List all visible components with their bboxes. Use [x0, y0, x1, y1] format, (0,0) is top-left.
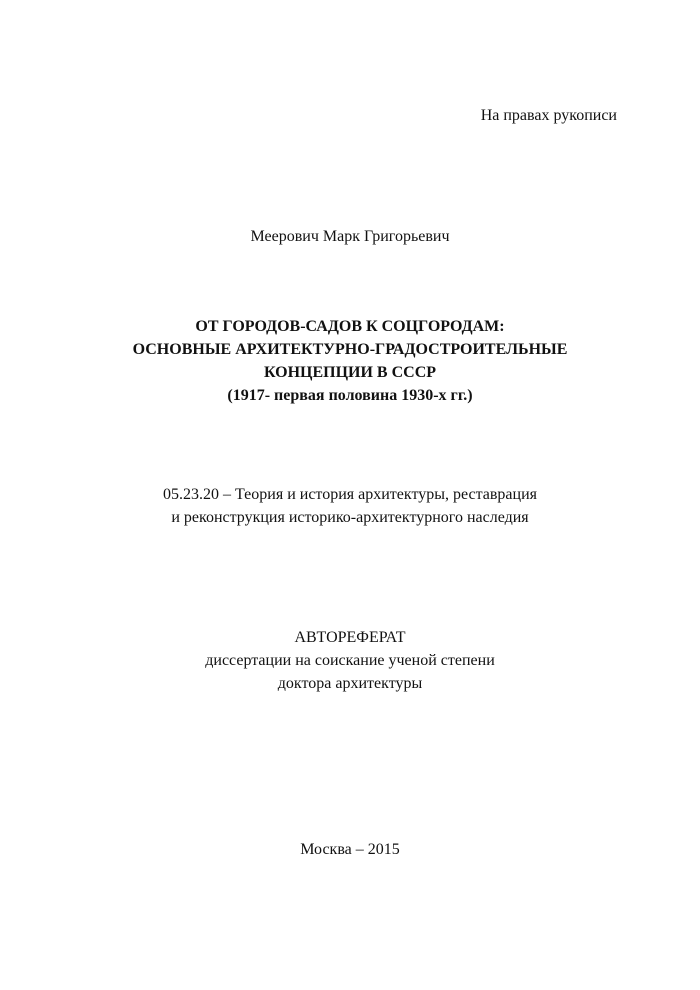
manuscript-rights-note: На правах рукописи [480, 107, 617, 124]
author-name: Меерович Марк Григорьевич [250, 228, 450, 245]
specialty-line-2: и реконструкция историко-архитектурного наследия [171, 509, 529, 526]
place-year: Москва – 2015 [300, 841, 400, 858]
abstract-line-2: диссертации на соискание ученой степени [205, 652, 495, 669]
title-line-1: ОТ ГОРОДОВ-САДОВ К СОЦГОРОДАМ: [195, 318, 505, 335]
title-line-4: (1917- первая половина 1930-х гг.) [227, 387, 473, 404]
title-line-2: ОСНОВНЫЕ АРХИТЕКТУРНО-ГРАДОСТРОИТЕЛЬНЫЕ [132, 341, 568, 358]
specialty-line-1: 05.23.20 – Теория и история архитектуры, реставрация [163, 486, 537, 503]
title-line-3: КОНЦЕПЦИИ В СССР [263, 364, 437, 381]
abstract-line-3: доктора архитектуры [277, 675, 423, 692]
abstract-heading: АВТОРЕФЕРАТ [294, 629, 406, 646]
